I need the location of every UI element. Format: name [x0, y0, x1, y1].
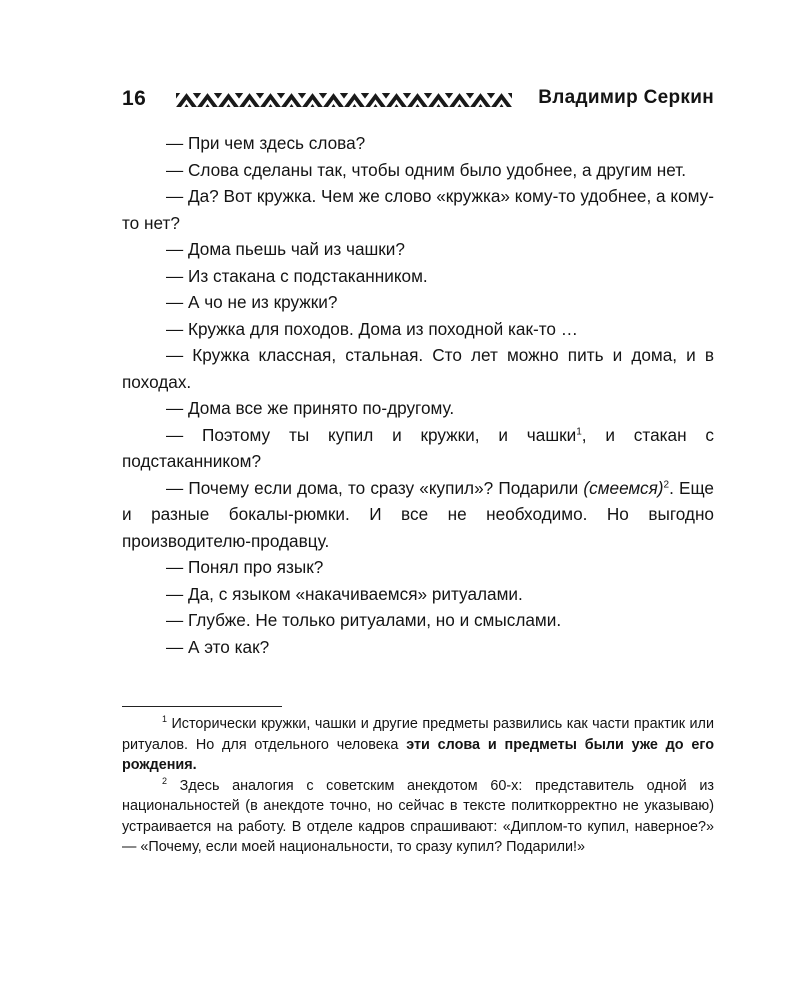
footnote-text: Здесь аналогия с советским анекдотом 60-х: представитель одной из национальностей (в анекдоте точно, но сейчас в тексте политкорректно не указываю) устраивается на работу. В отделе кадров спрашивают: «Диплом-то купил, наверное?» — «Почему, если моей национальности, то сразу купил? Подарили!» — [122, 777, 714, 855]
book-page — [122, 86, 714, 858]
footnote-mark: 1 — [162, 714, 168, 725]
dialogue-line: — Кружка классная, стальная. Сто лет можно пить и дома, и в походах. — [122, 345, 714, 392]
header-ornament — [176, 93, 512, 107]
dialogue-line: — Из стакана с подстаканником. — [166, 265, 428, 286]
text-run: — Поэтому ты купил и кружки, и чашки — [166, 424, 577, 445]
footnote-ref: 1 — [576, 425, 582, 437]
footnote-2 — [122, 776, 714, 858]
dialogue-line-with-footnote — [122, 422, 714, 475]
dialogue-line: — А это как? — [166, 636, 270, 657]
dialogue-line: — Глубже. Не только ритуалами, но и смыслами. — [166, 610, 562, 630]
footnote-divider — [122, 706, 282, 707]
dialogue-line: — Слова сделаны так, чтобы одним было удобнее, а другим нет. — [166, 159, 686, 180]
text-run: . Еще и разные бокалы-рюмки. И все не необходимо. Но выгодно производителю-продавцу. — [122, 477, 714, 551]
footnote-bold-text: эти слова и предметы были уже до его рождения. — [122, 736, 714, 773]
running-header — [122, 86, 714, 116]
author-name: Владимир Серкин — [538, 87, 714, 108]
dialogue-line: — А чо не из кружки? — [166, 292, 338, 312]
dialogue-line: — При чем здесь слова? — [166, 133, 366, 153]
footnote-ref: 2 — [663, 478, 670, 490]
dialogue-line: — Понял про язык? — [166, 557, 324, 577]
italic-remark: (смеемся) — [583, 477, 664, 498]
dialogue-line: — Дома пьешь чай из чашки? — [166, 239, 405, 259]
footnote-1 — [122, 714, 714, 776]
text-run: — Почему если дома, то сразу «купил»? Подарили — [166, 477, 584, 498]
text-run: , и стакан с подстаканником? — [122, 424, 715, 471]
dialogue-line-with-footnote — [122, 475, 714, 555]
dialogue-line: — Да? Вот кружка. Чем же слово «кружка» кому-то удобнее, а кому-то нет? — [122, 186, 714, 233]
dialogue-line: — Да, с языком «накачиваемся» ритуалами. — [166, 583, 523, 604]
dialogue-line: — Кружка для походов. Дома из походной как-то … — [166, 318, 578, 339]
footnote-text: Исторически кружки, чашки и другие предметы развились как части практик или ритуалов. Но для отдельного человека — [122, 716, 714, 753]
footnotes — [122, 714, 714, 858]
footnote-mark: 2 — [162, 775, 168, 786]
dialogue-text — [122, 130, 714, 660]
page-number: 16 — [122, 87, 147, 110]
dialogue-line: — Дома все же принято по-другому. — [166, 398, 455, 418]
